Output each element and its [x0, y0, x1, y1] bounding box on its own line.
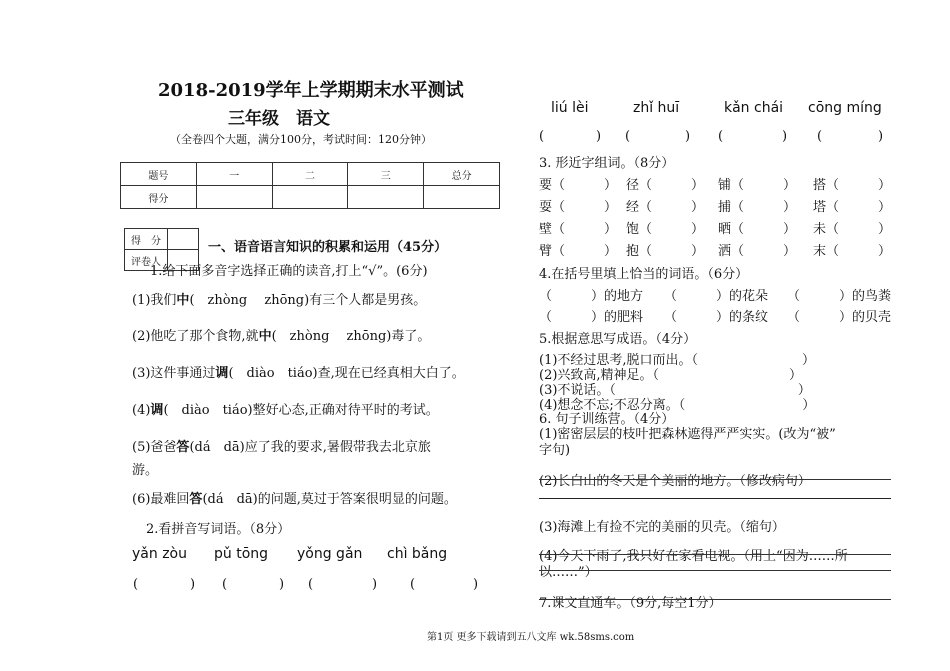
q3-char: 未（ ） [813, 222, 892, 237]
q3-char: 洒（ ） [718, 244, 797, 259]
q3-char: 抱（ ） [626, 244, 705, 259]
strike-line [539, 599, 891, 600]
answer-paren-open: ( [308, 577, 314, 592]
q3-char: 塔（ ） [813, 200, 892, 215]
q5-prompt: 5.根据意思写成语。（4分） [539, 332, 697, 347]
q3-char: 径（ ） [626, 178, 705, 193]
pinyin-word: liú lèi [551, 100, 589, 116]
q1-item: (2)他吃了那个食物,就中( zhòng zhōng)毒了。 [132, 329, 431, 344]
q1-item: (6)最难回答(dá dā)的问题,莫过于答案很明显的问题。 [132, 492, 457, 507]
answer-paren-close: ) [473, 577, 479, 592]
q4-blank: （ ）的贝壳 [787, 310, 892, 325]
q1-item: (1)我们中( zhòng zhōng)有三个人都是男孩。 [132, 293, 427, 308]
answer-paren-close: ) [685, 129, 691, 144]
q3-char: 铺（ ） [718, 178, 797, 193]
q4-blank: （ ）的地方 [539, 289, 644, 304]
q6-item: 字句) [539, 443, 571, 458]
answer-paren-close: ) [190, 577, 196, 592]
answer-paren-open: ( [718, 129, 724, 144]
q3-char: 壁（ ） [539, 222, 618, 237]
pinyin-word: yǒng gǎn [297, 546, 363, 562]
q6-item: (3)海滩上有捡不完的美丽的贝壳。（缩句） [539, 520, 785, 535]
page-footer: 第1页 更多下载请到五八文库 wk.58sms.com [427, 632, 635, 643]
q2-prompt: 2.看拼音写词语。（8分） [146, 522, 291, 537]
answer-line[interactable] [539, 498, 891, 499]
q3-char: 要（ ） [539, 178, 618, 193]
pinyin-word: cōng míng [808, 100, 882, 116]
score-cell[interactable] [272, 186, 348, 209]
q6-item: (1)密密层层的枝叶把森林遮得严严实实。(改为“被” [539, 427, 836, 442]
pinyin-word: kǎn chái [724, 100, 784, 116]
q5-item: (2)兴致高,精神足。（ ） [539, 368, 803, 383]
answer-paren-open: ( [539, 129, 545, 144]
answer-paren-close: ) [878, 129, 884, 144]
score-header-cell: 题号 [121, 163, 197, 186]
answer-paren-open: ( [410, 577, 416, 592]
q1-item: (3)这件事通过调( diào tiáo)查,现在已经真相大白了。 [132, 366, 465, 381]
q1-item: (4)调( diào tiáo)整好心态,正确对待平时的考试。 [132, 403, 439, 418]
q3-char: 捕（ ） [718, 200, 797, 215]
grading-box-label: 评卷人 [125, 250, 168, 271]
q3-char: 晒（ ） [718, 222, 797, 237]
strike-line [539, 554, 891, 555]
q4-blank: （ ）的肥料 [539, 310, 644, 325]
q3-char: 搭（ ） [813, 178, 892, 193]
pinyin-word: pǔ tōng [214, 546, 269, 562]
score-header-cell: 一 [196, 163, 272, 186]
q6-item: (4)今天下雨了,我只好在家看电视。（用上“因为……所 [539, 549, 848, 564]
q6-prompt: 6. 句子训练营。（4分） [539, 412, 675, 427]
q1-prompt: 1.给下面多音字选择正确的读音,打上“√”。(6分) [150, 264, 428, 279]
answer-paren-open: ( [625, 129, 631, 144]
grading-box-cell[interactable] [168, 229, 199, 250]
answer-paren-open: ( [817, 129, 823, 144]
q5-item: (1)不经过思考,脱口而出。（ ） [539, 353, 816, 368]
q4-blank: （ ）的条纹 [664, 310, 769, 325]
q6-item: (2)长白山的冬天是个美丽的地方。（修改病句） [539, 474, 811, 489]
score-cell[interactable] [348, 186, 424, 209]
answer-paren-close: ) [279, 577, 285, 592]
q3-char: 末（ ） [813, 244, 892, 259]
strike-line [539, 479, 891, 480]
score-header-cell: 三 [348, 163, 424, 186]
answer-paren-close: ) [782, 129, 788, 144]
q3-char: 臂（ ） [539, 244, 618, 259]
q3-char: 饱（ ） [626, 222, 705, 237]
q5-item: (3)不说话。（ ） [539, 383, 811, 398]
q6-item: 以……”） [539, 565, 598, 580]
score-table [120, 162, 500, 209]
q7-prompt: 7.课文直通车。（9分,每空1分） [539, 596, 722, 611]
q5-item: (4)想念不忘;不忍分离。（ ） [539, 398, 816, 413]
exam-note: （全卷四个大题，满分100分，考试时间：120分钟） [170, 133, 432, 146]
answer-paren-close: ) [596, 129, 602, 144]
q4-prompt: 4.在括号里填上恰当的词语。（6分） [539, 267, 749, 282]
score-cell[interactable] [424, 186, 500, 209]
q1-item: 游。 [132, 463, 159, 478]
score-header-cell: 总分 [424, 163, 500, 186]
q4-blank: （ ）的鸟粪 [787, 289, 892, 304]
score-row-label: 得分 [121, 186, 197, 209]
q4-blank: （ ）的花朵 [664, 289, 769, 304]
pinyin-word: chì bǎng [387, 546, 448, 562]
q3-prompt: 3. 形近字组词。（8分） [539, 156, 675, 171]
answer-paren-open: ( [222, 577, 228, 592]
score-header-cell: 二 [272, 163, 348, 186]
exam-subtitle: 三年级 语文 [228, 109, 330, 129]
grading-box-label: 得 分 [125, 229, 168, 250]
strike-line [539, 570, 891, 571]
q3-char: 耍（ ） [539, 200, 618, 215]
score-cell[interactable] [196, 186, 272, 209]
section1-heading: 一、语音语言知识的积累和运用（45分） [208, 240, 448, 255]
q1-item: (5)爸爸答(dá dā)应了我的要求,暑假带我去北京旅 [132, 440, 431, 455]
q3-char: 经（ ） [626, 200, 705, 215]
pinyin-word: zhǐ huī [633, 100, 680, 116]
answer-paren-close: ) [372, 577, 378, 592]
pinyin-word: yǎn zòu [132, 546, 187, 562]
exam-title: 2018-2019学年上学期期末水平测试 [158, 80, 464, 101]
answer-paren-open: ( [133, 577, 139, 592]
